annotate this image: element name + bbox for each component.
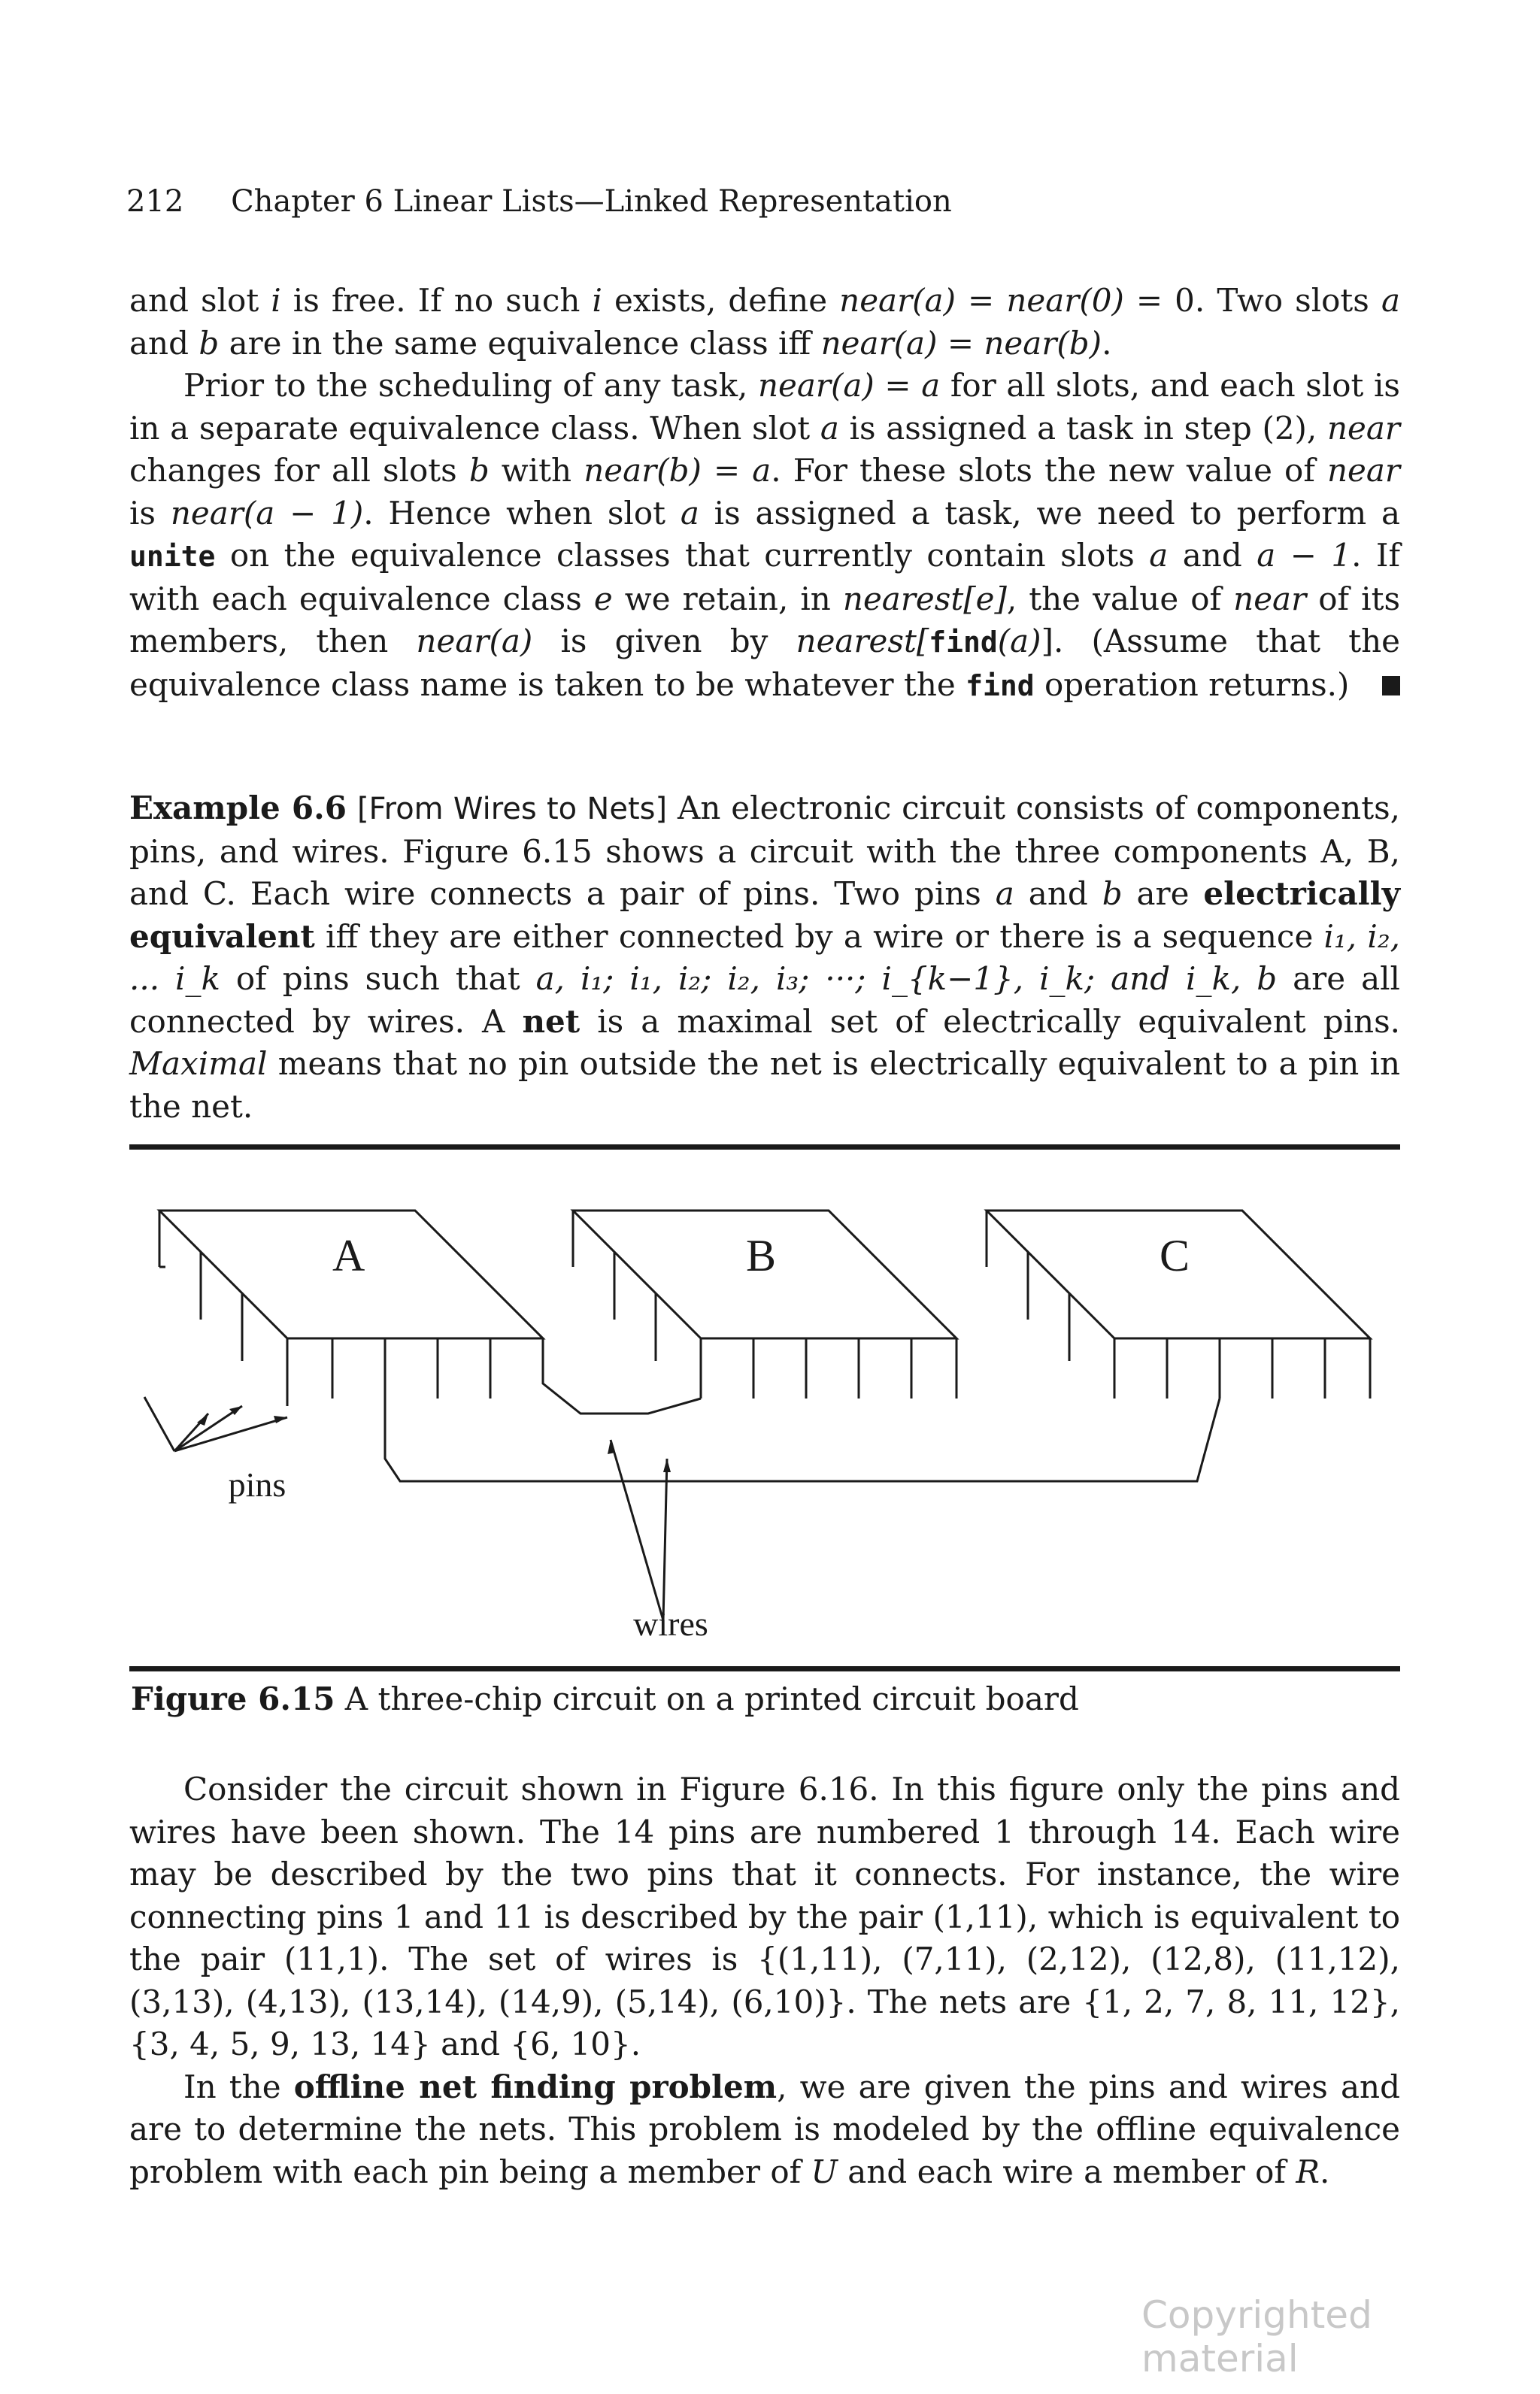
end-of-proof-icon — [1382, 676, 1400, 695]
circuit-figure — [129, 1158, 1400, 1639]
figure-caption-text: A three-chip circuit on a printed circuit board — [335, 1680, 1079, 1717]
pins-label: pins — [228, 1465, 286, 1504]
chip-label-a: A — [332, 1231, 365, 1280]
wires-label: wires — [633, 1605, 708, 1639]
page-number: 212 — [126, 184, 184, 219]
paragraph-4: In the offline net finding problem, we are given the pins and wires and are to determine the nets. This problem is modeled by the offline equivalence problem with each pin being a member of U and each wire a member of R. — [129, 2068, 1400, 2190]
wire-1 — [543, 1361, 701, 1414]
example-block — [129, 787, 1400, 1128]
chip-label-c: C — [1160, 1231, 1190, 1280]
copyright-watermark: Copyrighted material — [1141, 2293, 1372, 2380]
figure-bottom-rule — [129, 1666, 1400, 1671]
pins-pointer — [144, 1397, 287, 1451]
chip-label-b: B — [746, 1231, 777, 1280]
figure-caption-label: Figure 6.15 — [131, 1680, 335, 1717]
example-label: Example 6.6 — [129, 789, 347, 826]
example-paragraph: Example 6.6 [From Wires to Nets] An electronic circuit consists of components, pins, and wires. Figure 6.15 shows a circuit with the three components A, B, and C. Each wire connects a pair of pins. Two pins a and b are electrically equivalent iff they are either connected by a wire or there is a sequence i₁, i₂, ... i_k of pins such that a, i₁; i₁, i₂; i₂, i₃; ···; i_{k−1}, i_k; and i_k, b are all connected by wires. A net is a maximal set of electrically equivalent pins. Maximal means that no pin outside the net is electrically equivalent to a pin in the net. — [129, 789, 1401, 1125]
circuit-diagram — [129, 1158, 1400, 1639]
figure-caption — [131, 1680, 1079, 1717]
body-text-bottom — [129, 1768, 1400, 2193]
chapter-title: Chapter 6 Linear Lists—Linked Representation — [231, 184, 952, 219]
body-text-top — [129, 280, 1400, 707]
wire-2 — [385, 1399, 1220, 1481]
paragraph-1: and slot i is free. If no such i exists, define near(a) = near(0) = 0. Two slots a and b are in the same equivalence class iff near(a) = near(b). — [129, 282, 1400, 362]
wires-pointer — [611, 1440, 667, 1620]
running-header — [126, 184, 952, 219]
figure-top-rule — [129, 1144, 1400, 1150]
paragraph-2: Prior to the scheduling of any task, near(a) = a for all slots, and each slot is in a separate equivalence class. When slot a is assigned a task in step (2), near changes for all slots b with near(b) = a. For these slots the new value of near is near(a − 1). Hence when slot a is assigned a task, we need to perform a unite on the equivalence classes that currently contain slots a and a − 1. If with each equivalence class e we retain, in nearest[e], the value of near of its members, then near(a) is given by nearest[find(a)]. (Assume that the equivalence class name is taken to be whatever the find operation returns.) — [129, 367, 1401, 703]
paragraph-3: Consider the circuit shown in Figure 6.16. In this figure only the pins and wires have been shown. The 14 pins are numbered 1 through 14. Each wire may be described by the two pins that it connects. For instance, the wire connecting pins 1 and 11 is described by the pair (1,11), which is equivalent to the pair (11,1). The set of wires is {(1,11), (7,11), (2,12), (12,8), (11,12), (3,13), (4,13), (13,14), (14,9), (5,14), (6,10)}. The nets are {1, 2, 7, 8, 11, 12}, {3, 4, 5, 9, 13, 14} and {6, 10}. — [129, 1771, 1400, 2062]
